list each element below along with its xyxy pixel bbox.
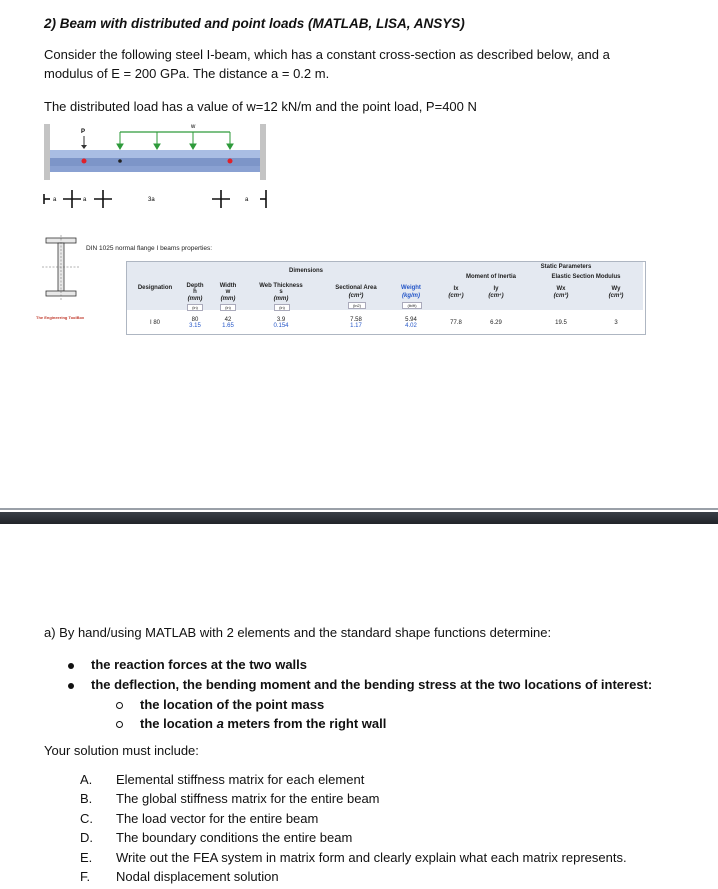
row-iy: 6.29 — [490, 320, 502, 326]
row-ix: 77.8 — [450, 320, 462, 326]
sub-bullet-circle-icon — [116, 721, 123, 728]
row-depth: 80 — [191, 317, 199, 323]
header-elastic: Elastic Section Modulus — [551, 274, 621, 280]
point-load-location — [82, 159, 87, 164]
beam-diagram — [40, 120, 270, 210]
row-weight: 5.94 — [405, 317, 417, 323]
part-a-title: a) By hand/using MATLAB with 2 elements and the standard shape functions determine: — [44, 625, 552, 640]
header-web: Web Thickness — [259, 283, 303, 289]
load-description: The distributed load has a value of w=12 kN/m and the point load, P=400 N — [44, 99, 477, 114]
web-unit-button[interactable]: (in) — [274, 304, 290, 311]
area-unit-button[interactable]: (in2) — [348, 302, 366, 309]
distributed-load-arrows — [117, 132, 233, 149]
width-unit-button[interactable]: (in) — [220, 304, 236, 311]
problem-heading: 2) Beam with distributed and point loads (MATLAB, LISA, ANSYS) — [44, 16, 465, 31]
solution-intro: Your solution must include: — [44, 743, 199, 758]
intro-line-1: Consider the following steel I-beam, which has a constant cross-section as described below, and a — [44, 47, 610, 62]
ibeam-section-icon — [38, 234, 82, 304]
location-of-interest — [228, 159, 233, 164]
row-wx: 19.5 — [555, 320, 567, 326]
depth-unit-button[interactable]: (in) — [187, 304, 203, 311]
row-web: 3.9 — [276, 317, 286, 323]
header-iy: Iy — [493, 286, 499, 292]
label-p: P — [81, 129, 86, 135]
dim-a-3: a — [245, 197, 249, 203]
beam-properties-table: DIN 1025 normal flange I beams properties: Dimensions Static Parameters Moment of Inertia Elastic Section Modulus Designation Depth h (mm) (in) Width w (mm) (in) Web Thickness s (mm) (in) Sectional Area (cm²) (in2) Weight (kg/m) (lb/ft) Ix (cm⁴) Iy (cm⁴) Wx (cm³) Wy (cm³) I 80 80 3.15 42 1.65 3.9 0.154 7.58 1.17 5.94 4.02 77.8 6.29 19.5 3 — [86, 245, 646, 335]
header-dimensions: Dimensions — [288, 268, 323, 274]
row-area: 7.58 — [350, 317, 362, 323]
page-divider — [0, 512, 718, 524]
row-designation: I 80 — [149, 320, 160, 326]
node-1 — [118, 159, 122, 163]
header-designation: Designation — [137, 285, 173, 291]
toolbox-logo: The Engineering ToolBox — [36, 315, 85, 320]
right-wall — [260, 124, 266, 180]
label-w: w — [191, 124, 196, 130]
table-caption: DIN 1025 normal flange I beams properties: — [86, 245, 213, 252]
header-area: Sectional Area — [335, 285, 377, 291]
page-divider-line — [0, 508, 718, 510]
header-static: Static Parameters — [540, 264, 592, 270]
header-ix: Ix — [453, 286, 459, 292]
dim-3a: 3a — [148, 197, 155, 203]
row-wy: 3 — [614, 320, 618, 326]
header-weight: Weight — [401, 285, 421, 291]
intro-line-2: modulus of E = 200 GPa. The distance a = 0.2 m. — [44, 66, 330, 81]
header-depth: Depth — [186, 283, 204, 289]
header-wx: Wx — [556, 286, 566, 292]
bullet-dot-icon — [68, 663, 74, 669]
dim-a-1: a — [53, 197, 57, 203]
header-wy: Wy — [611, 286, 621, 292]
left-wall — [44, 124, 50, 180]
weight-unit-button[interactable]: (lb/ft) — [402, 302, 422, 309]
sub-bullet-circle-icon — [116, 702, 123, 709]
bullet-dot-icon — [68, 683, 74, 689]
header-width: Width — [219, 283, 237, 289]
dim-a-2: a — [83, 197, 87, 203]
dimension-markers — [44, 190, 266, 208]
row-width: 42 — [224, 317, 232, 323]
header-moment: Moment of Inertia — [465, 274, 516, 280]
